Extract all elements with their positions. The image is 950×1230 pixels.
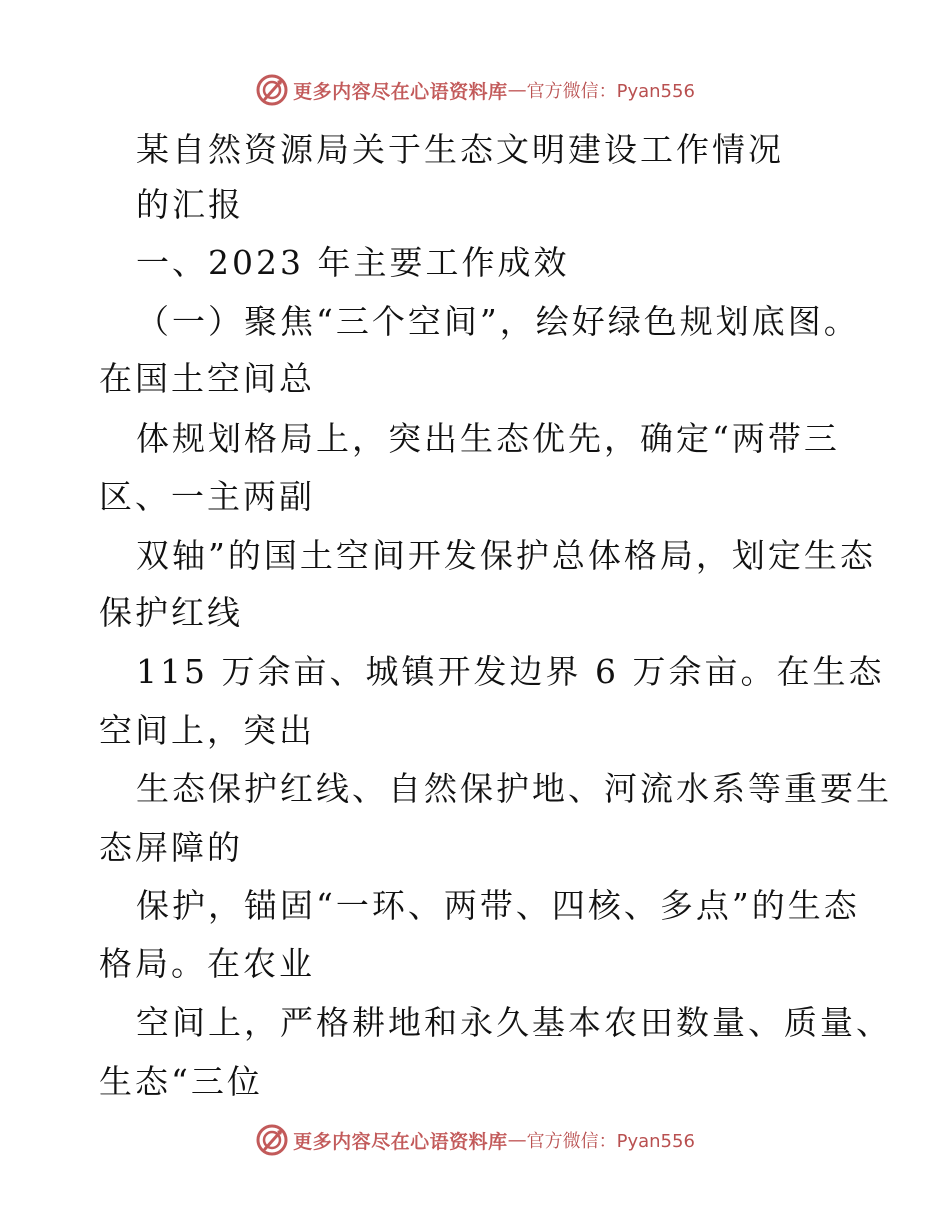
- paragraph-line: 区、一主两副: [99, 477, 315, 516]
- paragraph-line: 空间上，突出: [99, 711, 315, 750]
- watermark-brand: 更多内容尽在心语资料库: [293, 1130, 508, 1153]
- footer-watermark: [0, 1120, 950, 1160]
- watermark-contact: 官方微信：Pyan556: [526, 1131, 695, 1152]
- paragraph-line: 保护红线: [99, 593, 243, 632]
- watermark-brand: 更多内容尽在心语资料库: [293, 80, 508, 103]
- paragraph-line: 双轴”的国土空间开发保护总体格局，划定生态: [136, 536, 876, 575]
- watermark-separator: —: [507, 1129, 527, 1151]
- paragraph-line: 空间上，严格耕地和永久基本农田数量、质量、: [136, 1003, 892, 1042]
- watermark-separator: —: [507, 79, 527, 101]
- paragraph-line: （一）聚焦“三个空间”，绘好绿色规划底图。: [136, 302, 860, 341]
- paragraph-line: 115 万余亩、城镇开发边界 6 万余亩。在生态: [136, 652, 885, 691]
- paragraph-line: 格局。在农业: [99, 944, 315, 983]
- seal-logo-icon: [255, 73, 289, 107]
- paragraph-line: 生态“三位: [99, 1062, 263, 1101]
- paragraph-line: 在国土空间总: [99, 359, 315, 398]
- header-watermark: [0, 70, 950, 110]
- paragraph-line: 体规划格局上，突出生态优先，确定“两带三: [136, 419, 840, 458]
- paragraph-line: 保护，锚固“一环、两带、四核、多点”的生态: [136, 886, 860, 925]
- seal-logo-icon: [255, 1123, 289, 1157]
- document-title-line-2: 的汇报: [136, 185, 244, 224]
- paragraph-line: 态屏障的: [99, 828, 243, 867]
- watermark-contact: 官方微信：Pyan556: [526, 81, 695, 102]
- document-title-line-1: 某自然资源局关于生态文明建设工作情况: [136, 130, 784, 169]
- paragraph-line: 生态保护红线、自然保护地、河流水系等重要生: [136, 769, 892, 808]
- section-heading: 一、2023 年主要工作成效: [136, 243, 570, 282]
